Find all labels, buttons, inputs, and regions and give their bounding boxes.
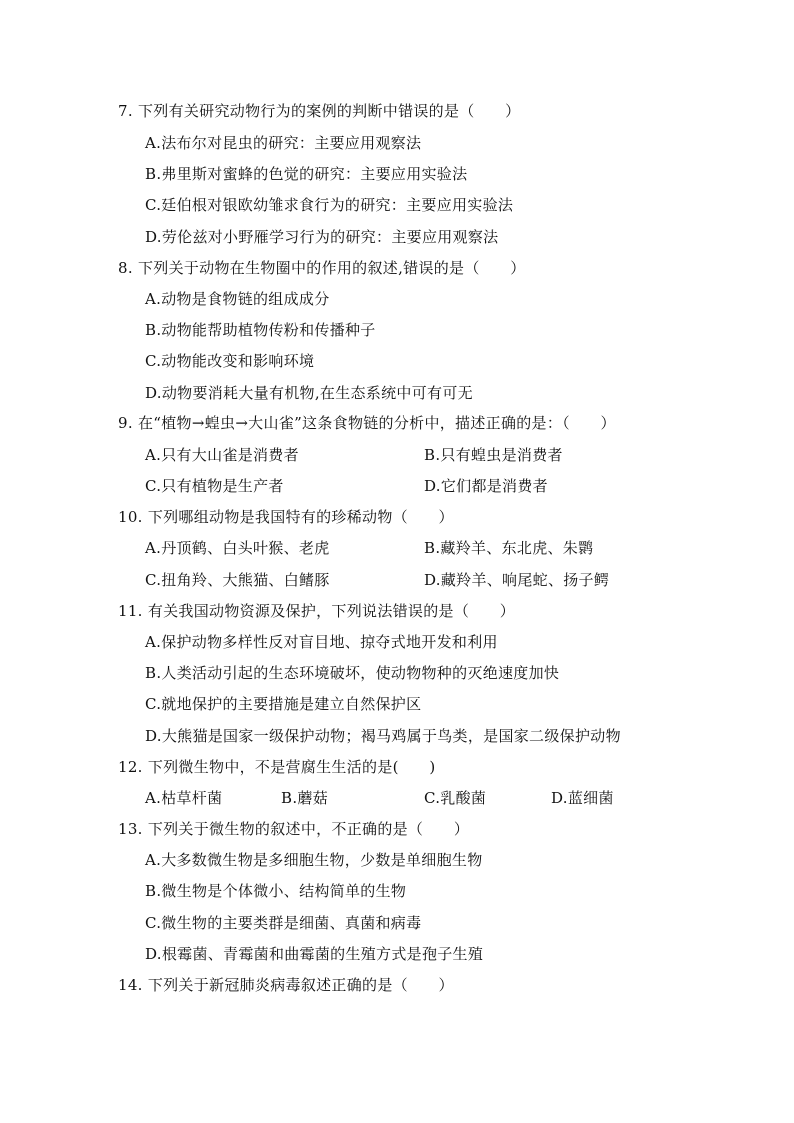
question-12-option-c: C.乳酸菌 (424, 789, 487, 807)
question-13-option-c: C.微生物的主要类群是细菌、真菌和病毒 (145, 914, 422, 932)
question-10-option-c: C.扭角羚、大熊猫、白鳍豚 (145, 571, 330, 589)
question-7-option-a: A.法布尔对昆虫的研究：主要应用观察法 (145, 134, 422, 152)
question-8-stem: 8. 下列关于动物在生物圈中的作用的叙述,错误的是（ ） (118, 259, 526, 277)
question-10-option-b: B.藏羚羊、东北虎、朱鹮 (424, 539, 594, 557)
question-8-option-d: D.动物要消耗大量有机物,在生态系统中可有可无 (145, 384, 473, 402)
question-9-option-a: A.只有大山雀是消费者 (145, 446, 299, 464)
question-11-option-c: C.就地保护的主要措施是建立自然保护区 (145, 695, 422, 713)
question-10-option-d: D.藏羚羊、响尾蛇、扬子鳄 (424, 571, 610, 589)
question-9-stem: 9. 在“植物→蝗虫→大山雀”这条食物链的分析中，描述正确的是：（ ） (118, 414, 616, 432)
question-8-option-c: C.动物能改变和影响环境 (145, 352, 315, 370)
question-7-option-b: B.弗里斯对蜜蜂的色觉的研究：主要应用实验法 (145, 165, 468, 183)
question-13-option-d: D.根霉菌、青霉菌和曲霉菌的生殖方式是孢子生殖 (145, 945, 484, 963)
question-11-option-a: A.保护动物多样性反对盲目地、掠夺式地开发和利用 (145, 633, 498, 651)
question-10-option-a: A.丹顶鹤、白头叶猴、老虎 (145, 539, 330, 557)
question-12-stem: 12. 下列微生物中，不是营腐生生活的是( ) (118, 758, 436, 776)
question-10-stem: 10. 下列哪组动物是我国特有的珍稀动物（ ） (118, 508, 454, 526)
question-12-option-b: B.蘑菇 (281, 789, 328, 807)
question-11-stem: 11. 有关我国动物资源及保护，下列说法错误的是（ ） (118, 602, 516, 620)
question-12-option-a: A.枯草杆菌 (145, 789, 223, 807)
question-8-option-a: A.动物是食物链的组成成分 (145, 290, 330, 308)
question-12-option-d: D.蓝细菌 (551, 789, 614, 807)
question-11-option-b: B.人类活动引起的生态环境破坏，使动物物种的灭绝速度加快 (145, 664, 560, 682)
question-14-stem: 14. 下列关于新冠肺炎病毒叙述正确的是（ ） (118, 976, 454, 994)
question-9-option-c: C.只有植物是生产者 (145, 477, 284, 495)
question-13-option-a: A.大多数微生物是多细胞生物，少数是单细胞生物 (145, 851, 483, 869)
question-13-stem: 13. 下列关于微生物的叙述中，不正确的是（ ） (118, 820, 470, 838)
question-7-stem: 7. 下列有关研究动物行为的案例的判断中错误的是（ ） (118, 102, 521, 120)
question-9-option-d: D.它们都是消费者 (424, 477, 548, 495)
question-7-option-c: C.廷伯根对银欧幼雏求食行为的研究：主要应用实验法 (145, 196, 514, 214)
question-13-option-b: B.微生物是个体微小、结构简单的生物 (145, 882, 407, 900)
question-8-option-b: B.动物能帮助植物传粉和传播种子 (145, 321, 376, 339)
question-9-option-b: B.只有蝗虫是消费者 (424, 446, 563, 464)
question-7-option-d: D.劳伦兹对小野雁学习行为的研究：主要应用观察法 (145, 228, 499, 246)
question-11-option-d: D.大熊猫是国家一级保护动物；褐马鸡属于鸟类，是国家二级保护动物 (145, 727, 621, 745)
